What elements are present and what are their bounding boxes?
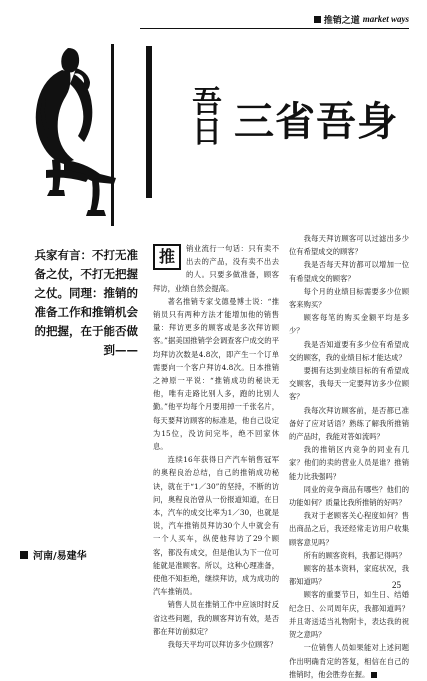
end-mark-icon [371,672,377,678]
paragraph: 销业流行一句话：只有卖不出去的产品，没有卖不出去的人。只要多做准备，顾客拜访，业绩自然会提高。 [153,244,279,293]
paragraph: 顾客的重要节日，如生日、结婚纪念日、公司周年庆，我都知道吗？并且寄送适当礼物附卡，表达我的祝贺之意吗？ [289,590,409,640]
section-header [269,12,409,26]
header-rule [140,28,409,29]
paragraph: 要拥有达到业绩目标的有希望成交顾客，我每天一定要拜访多少位顾客？ [289,366,409,402]
paragraph: 我每天平均可以拜访多少位顾客？ [167,640,278,650]
author-byline [20,547,145,562]
paragraph: 我是否知道要有多少位有希望成交的顾客，我的业绩目标才能达成？ [289,339,409,362]
paragraph: 所有的顾客资料，我都记得吗？ [303,550,406,560]
article-title-part1: 吾日 [192,85,222,150]
paragraph-last-text: 一位销售人员如果能对上述问题作出明确肯定的答复，相信在自己的推销时，他会胜券在握。 [289,643,409,679]
dropcap: 推 [153,244,181,270]
body-column-2 [289,232,409,681]
paragraph-last [289,641,409,681]
paragraph: 每个月的业绩目标需要多少位顾客来购买？ [289,286,409,310]
author-square-icon [20,551,28,559]
page-number: 25 [392,580,401,590]
author-name: 河南/易建华 [33,551,87,562]
paragraph: 我的推销区内竞争的同业有几家？他们的卖的营业人员是谁？推销能力比我强吗？ [289,445,409,481]
paragraph: 顾客每笔的购买金额平均是多少？ [289,313,409,336]
paragraph: 同业的竞争商品有哪些？他们的功能如何？质量比我所推销的好吗？ [289,484,409,508]
paragraph: 我每次拜访顾客前，是否都已准备好了应对话语？熟练了解我所推销的产品时，我能对答如流吗？ [289,405,409,442]
header-square-icon [314,16,321,23]
paragraph: 销售人员在推销工作中应该时时反省这些问题，我的顾客拜访有效，是否都在拜访前拟定？ [153,600,279,636]
thinking-man-illustration [16,40,132,230]
section-title-cn: 推销之道 [323,14,360,25]
section-title-en: market ways [362,14,409,24]
article-title-part2: 三省吾身 [234,99,398,145]
paragraph: 我对于老顾客关心程度如何？售出商品之后，我还经常走访用户收集顾客意见吗？ [289,511,409,547]
title-vertical-bar [146,46,152,198]
paragraph: 我是否每天拜访都可以增加一位有希望成交的顾客？ [289,260,409,283]
paragraph: 我每天拜访顾客可以过滤出多少位有希望成交的顾客？ [289,234,409,257]
paragraph: 连续16年获得日产汽车销售冠军的奥程良治总结，自己的推销成功秘诀，就在于“1／30”的坚持，不断的访问，奥程良治曾从一份报道知道，在日本，汽车的成交比率为1／30，也就是说，汽车推销员拜访30个人中就会有一个人买车，纵使他拜访了29个顾客，都没有成交，但是他认为下一位可能就是准顾客。所以，这种心理准备，使他不知拒绝，继续拜访，成为成功的汽车推销员。 [153,455,279,597]
paragraph: 著名推销专家戈德曼博士说：“推销员只有两种方法才能增加他的销售量：拜访更多的顾客或是多次拜访顾客。”据美国推销学会调查客户成交的平均拜访次数是4.8次，即产生一个订单需要向一个客户拜访4.8次。日本推销之神原一平说：“推销成功的秘诀无他，唯有走路比别人多，跑的比别人勤。”他平均每个月要用掉一千张名片，每天要拜访顾客的标准是，他自己设定为15位，没访问完毕，绝不回家休息。 [153,296,279,452]
paragraph: 顾客的基本资料，家庭状况，我都知道吗？ [289,564,409,587]
body-column-1 [153,242,279,651]
pull-quote: 兵家有言：不打无准备之仗，不打无把握之仗。同理：推销的准备工作和推销机会的把握，在于能否做到—— [34,248,138,357]
